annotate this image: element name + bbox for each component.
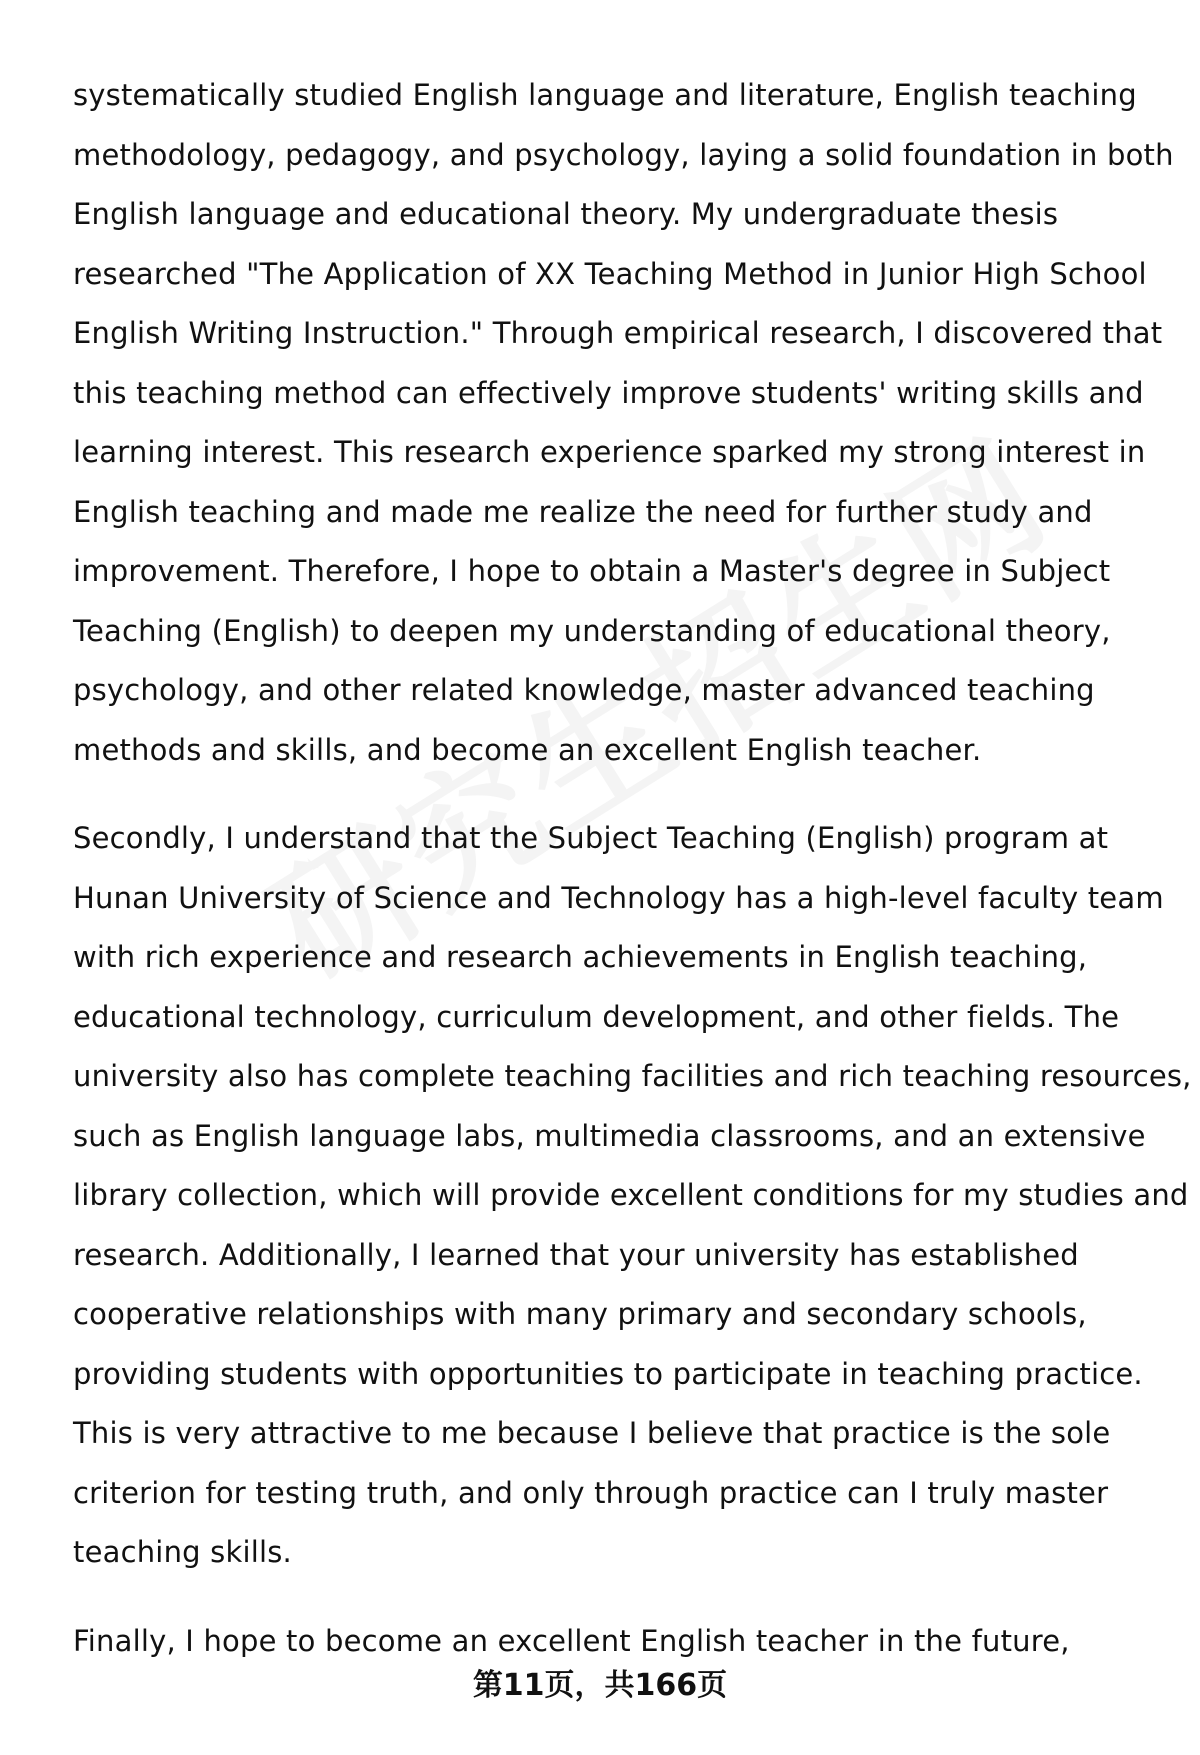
text-line: English language and educational theory. My undergraduate thesis <box>73 197 1059 231</box>
text-line: educational technology, curriculum development, and other fields. The <box>73 999 1120 1034</box>
paragraph <box>73 809 1192 1583</box>
document-body <box>73 66 1192 1671</box>
text-line: English teaching and made me realize the need for further study and <box>73 494 1093 529</box>
paragraph-spacer <box>73 1583 1148 1612</box>
text-line: Teaching (English) to deepen my understanding of educational theory, <box>73 613 1111 648</box>
text-line: psychology, and other related knowledge, master advanced teaching <box>73 673 1095 707</box>
text-line: with rich experience and research achievements in English teaching, <box>73 940 1088 974</box>
text-line: methodology, pedagogy, and psychology, laying a solid foundation in both <box>73 137 1174 172</box>
text-line: methods and skills, and become an excellent English teacher. <box>73 732 982 767</box>
text-line: learning interest. This research experience sparked my strong interest in <box>73 435 1146 469</box>
text-line: such as English language labs, multimedia classrooms, and an extensive <box>73 1118 1146 1153</box>
text-line: criterion for testing truth, and only through practice can I truly master <box>73 1475 1109 1510</box>
text-line: English Writing Instruction." Through empirical research, I discovered that <box>73 316 1163 350</box>
text-line: providing students with opportunities to participate in teaching practice. <box>73 1356 1143 1391</box>
text-line: systematically studied English language and literature, English teaching <box>73 78 1137 112</box>
text-line: Secondly, I understand that the Subject Teaching (English) program at <box>73 821 1109 855</box>
page-number: 第11页，共166页 <box>472 1668 728 1703</box>
text-line: This is very attractive to me because I believe that practice is the sole <box>73 1416 1111 1450</box>
text-line: researched "The Application of XX Teaching Method in Junior High School <box>73 256 1147 291</box>
text-line: library collection, which will provide excellent conditions for my studies and <box>73 1178 1189 1212</box>
paragraph <box>73 66 1174 780</box>
text-line: teaching skills. <box>73 1535 292 1569</box>
text-line: improvement. Therefore, I hope to obtain a Master's degree in Subject <box>73 554 1111 588</box>
text-line: university also has complete teaching facilities and rich teaching resources, <box>73 1059 1192 1093</box>
paragraph-spacer <box>73 780 1148 809</box>
text-line: cooperative relationships with many primary and secondary schools, <box>73 1297 1087 1331</box>
text-line: Hunan University of Science and Technology has a high-level faculty team <box>73 880 1164 915</box>
text-line: research. Additionally, I learned that your university has established <box>73 1237 1079 1272</box>
text-line: this teaching method can effectively improve students' writing skills and <box>73 375 1144 410</box>
text-line: Finally, I hope to become an excellent English teacher in the future, <box>73 1623 1070 1658</box>
